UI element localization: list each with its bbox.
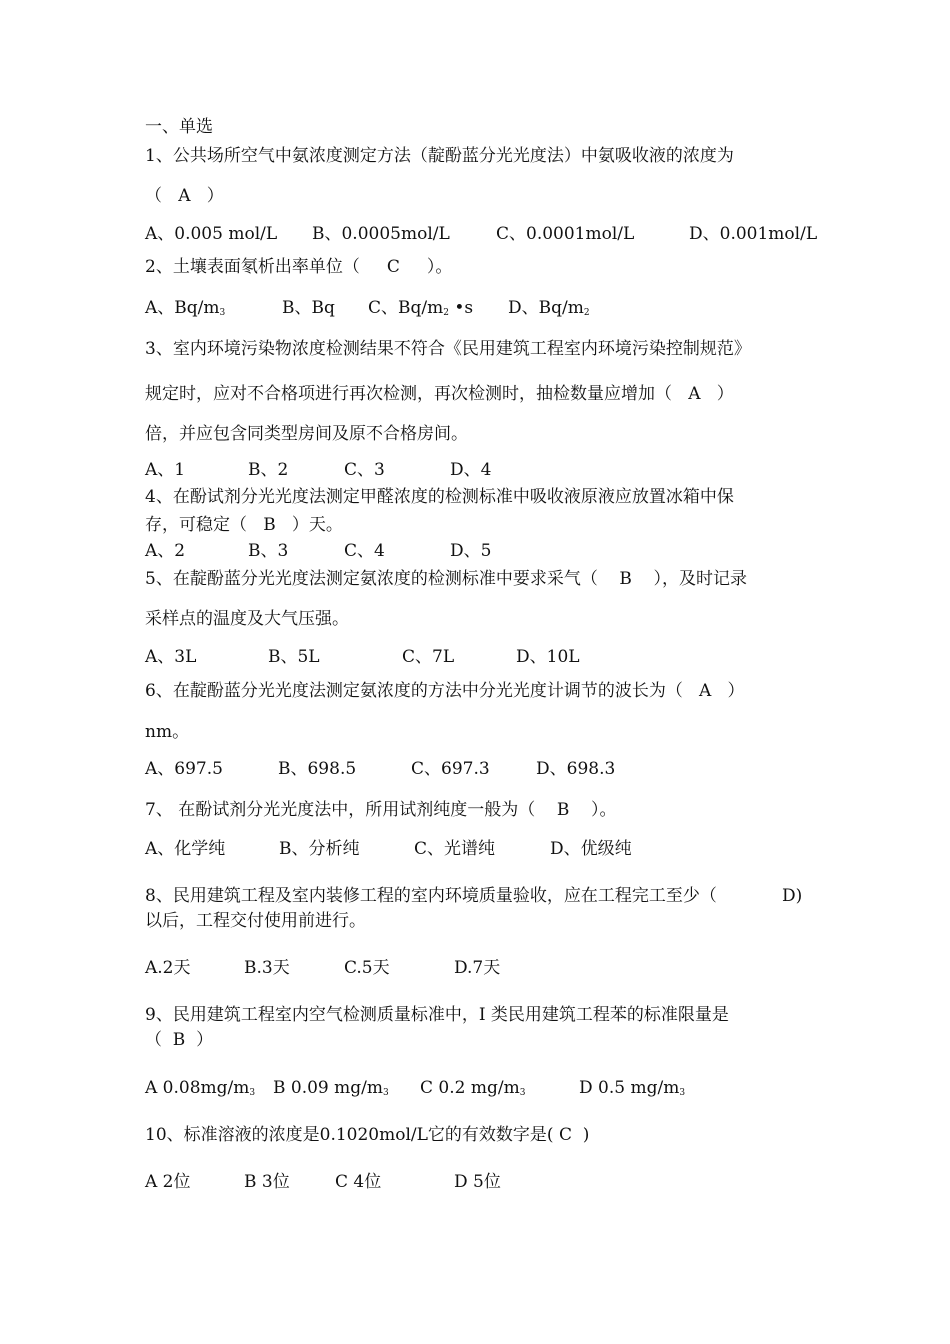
question-6-option-b: B、698.5 bbox=[278, 759, 357, 779]
question-4-option-b: B、3 bbox=[248, 541, 289, 561]
question-9-option-b: B 0.09 $mg/m_3$ bbox=[273, 1078, 389, 1098]
question-8-stem-line-2: 以后，工程交付使用前进行。 bbox=[145, 911, 366, 931]
question-7-stem: 7、 在酚试剂分光光度法中，所用试剂纯度一般为（ B ）。 bbox=[145, 800, 617, 820]
question-5-stem-line-2: 采样点的温度及大气压强。 bbox=[145, 609, 349, 629]
question-8-option-b: B.3天 bbox=[244, 958, 290, 978]
question-4-option-c: C、4 bbox=[344, 541, 385, 561]
question-2-option-b: B、Bq bbox=[282, 298, 335, 318]
question-3-option-c: C、3 bbox=[344, 460, 385, 480]
question-5-option-c: C、7L bbox=[402, 647, 455, 667]
question-4-stem-line-1: 4、在酚试剂分光光度法测定甲醛浓度的检测标准中吸收液原液应放置冰箱中保 bbox=[145, 487, 734, 507]
question-4-option-a: A、2 bbox=[145, 541, 186, 561]
question-9-option-d: D 0.5 $mg/m_3$ bbox=[579, 1078, 686, 1098]
question-5-option-d: D、10L bbox=[516, 647, 580, 667]
question-3-stem-line-2: 规定时，应对不合格项进行再次检测，再次检测时，抽检数量应增加（ A ） bbox=[145, 384, 734, 404]
question-9-stem-line-2: （ B ） bbox=[145, 1030, 214, 1050]
question-1-option-a: A、0.005 mol/L bbox=[145, 224, 278, 244]
question-2-option-d: D、$Bq/m_2$ bbox=[508, 298, 590, 318]
question-4-stem-line-2: 存，可稳定（ B ）天。 bbox=[145, 515, 343, 535]
question-10-option-a: A 2位 bbox=[145, 1172, 191, 1192]
question-8-option-c: C.5天 bbox=[344, 958, 390, 978]
question-7-option-b: B、分析纯 bbox=[279, 839, 360, 859]
question-9-stem-line-1: 9、民用建筑工程室内空气检测质量标准中，I 类民用建筑工程苯的标准限量是 bbox=[145, 1005, 729, 1025]
question-6-stem-line-1: 6、在靛酚蓝分光光度法测定氨浓度的方法中分光光度计调节的波长为（ A ） bbox=[145, 681, 745, 701]
question-2-option-c: C、$Bq/m_2$ •s bbox=[368, 298, 474, 318]
section-title: 一、单选 bbox=[145, 117, 213, 137]
superscript-3: 3 bbox=[219, 308, 226, 318]
superscript-3: 3 bbox=[519, 1088, 526, 1098]
question-3-option-a: A、1 bbox=[145, 460, 186, 480]
question-10-option-b: B 3位 bbox=[244, 1172, 290, 1192]
question-6-option-c: C、697.3 bbox=[411, 759, 490, 779]
question-10-option-d: D 5位 bbox=[454, 1172, 501, 1192]
question-8-option-d: D.7天 bbox=[454, 958, 501, 978]
question-5-option-a: A、3L bbox=[145, 647, 197, 667]
question-3-option-d: D、4 bbox=[450, 460, 492, 480]
question-5-option-b: B、5L bbox=[268, 647, 320, 667]
question-1-stem-line-2: （ A ） bbox=[145, 186, 224, 206]
question-4-option-d: D、5 bbox=[450, 541, 492, 561]
superscript-2: 2 bbox=[583, 308, 590, 318]
question-5-stem-line-1: 5、在靛酚蓝分光光度法测定氨浓度的检测标准中要求采气（ B ），及时记录 bbox=[145, 569, 748, 589]
question-3-stem-line-1: 3、室内环境污染物浓度检测结果不符合《民用建筑工程室内环境污染控制规范》 bbox=[145, 339, 751, 359]
question-2-stem: 2、土壤表面氡析出率单位（ C ）。 bbox=[145, 257, 453, 277]
question-3-option-b: B、2 bbox=[248, 460, 289, 480]
superscript-3: 3 bbox=[249, 1088, 256, 1098]
question-9-option-c: C 0.2 $mg/m_3$ bbox=[420, 1078, 526, 1098]
superscript-3: 3 bbox=[679, 1088, 686, 1098]
question-10-option-c: C 4位 bbox=[335, 1172, 382, 1192]
question-10-stem: 10、标准溶液的浓度是0.1020mol/L它的有效数字是( C ) bbox=[145, 1125, 590, 1145]
question-1-option-d: D、0.001mol/L bbox=[689, 224, 818, 244]
question-6-option-d: D、698.3 bbox=[536, 759, 616, 779]
superscript-2: 2 bbox=[443, 308, 449, 318]
question-2-option-a: A、$Bq/m_3$ bbox=[145, 298, 226, 318]
question-8-stem-line-1: 8、民用建筑工程及室内装修工程的室内环境质量验收，应在工程完工至少（ bbox=[145, 886, 717, 906]
question-6-option-a: A、697.5 bbox=[145, 759, 223, 779]
question-3-stem-line-3: 倍，并应包含同类型房间及原不合格房间。 bbox=[145, 424, 468, 444]
question-1-option-c: C、0.0001mol/L bbox=[496, 224, 635, 244]
question-9-option-a: A $0.08mg/m_3$ bbox=[145, 1078, 256, 1098]
question-7-option-c: C、光谱纯 bbox=[414, 839, 496, 859]
superscript-3: 3 bbox=[383, 1088, 389, 1098]
question-8-overlay: D) bbox=[782, 886, 803, 906]
question-7-option-d: D、优级纯 bbox=[550, 839, 632, 859]
question-1-stem-line-1: 1、公共场所空气中氨浓度测定方法（靛酚蓝分光光度法）中氨吸收液的浓度为 bbox=[145, 146, 734, 166]
question-7-option-a: A、化学纯 bbox=[145, 839, 226, 859]
question-6-stem-line-2: nm。 bbox=[145, 722, 190, 742]
question-8-option-a: A.2天 bbox=[145, 958, 191, 978]
question-1-option-b: B、0.0005mol/L bbox=[312, 224, 450, 244]
